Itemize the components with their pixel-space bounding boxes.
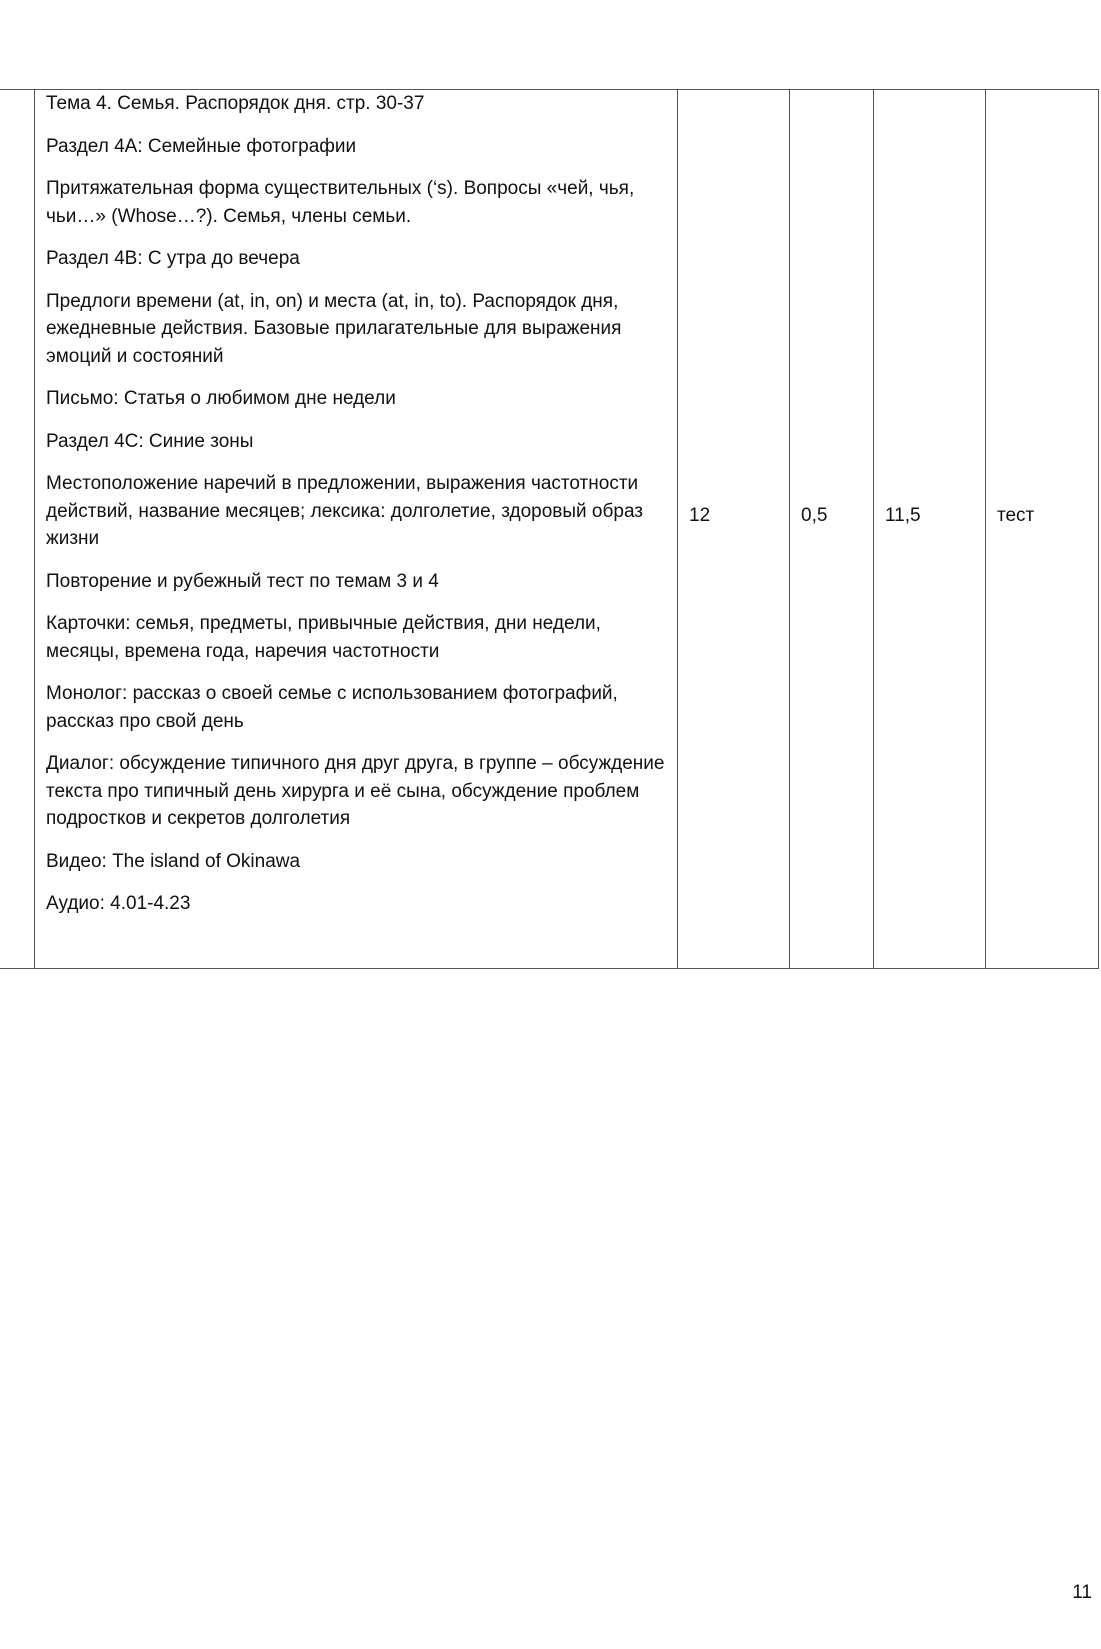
control-form-cell: тест xyxy=(986,90,1099,969)
audio-task: Аудио: 4.01-4.23 xyxy=(46,893,191,914)
topic-title: Тема 4. Семья. Распорядок дня. стр. 30-37 xyxy=(46,93,425,114)
section-4b-grammar: Предлоги времени (at, in, on) и места (at, in, to). Распорядок дня, ежедневные действия. Базовые прилагательные для выражения эмоций и состояний xyxy=(46,290,622,367)
table-row xyxy=(0,90,1099,969)
section-4c-grammar: Местоположение наречий в предложении, выражения частотности действий, название месяцев; лексика: долголетие, здоровый образ жизни xyxy=(46,473,644,549)
monologue-task: Монолог: рассказ о своей семье с использованием фотографий, рассказ про свой день xyxy=(46,683,618,732)
page-number: 11 xyxy=(1072,1582,1092,1603)
hours-b-cell: 11,5 xyxy=(874,90,986,969)
section-4b-title: Раздел 4В: С утра до вечера xyxy=(46,248,300,269)
total-hours-cell: 12 xyxy=(678,90,790,969)
syllabus-table xyxy=(0,89,1099,969)
topic-content-cell xyxy=(35,90,678,969)
section-4a-title: Раздел 4А: Семейные фотографии xyxy=(46,135,357,157)
flashcards: Карточки: семья, предметы, привычные действия, дни недели, месяцы, времена года, наречия частотности xyxy=(46,613,601,662)
section-4c-title: Раздел 4С: Синие зоны xyxy=(46,430,254,452)
section-4a-grammar: Притяжательная форма существительных (‘s). Вопросы «чей, чья, чьи…» (Whose…?). Семья, члены семьи. xyxy=(46,178,635,227)
row-index-cell xyxy=(0,90,35,969)
writing-task: Письмо: Статья о любимом дне недели xyxy=(46,388,396,409)
hours-a-cell: 0,5 xyxy=(790,90,874,969)
dialogue-task: Диалог: обсуждение типичного дня друг друга, в группе – обсуждение текста про типичный день хирурга и её сына, обсуждение проблем подростков и секретов долголетия xyxy=(46,753,665,829)
review-test: Повторение и рубежный тест по темам 3 и 4 xyxy=(46,570,439,592)
video-task: Видео: The island of Okinawa xyxy=(46,850,301,872)
